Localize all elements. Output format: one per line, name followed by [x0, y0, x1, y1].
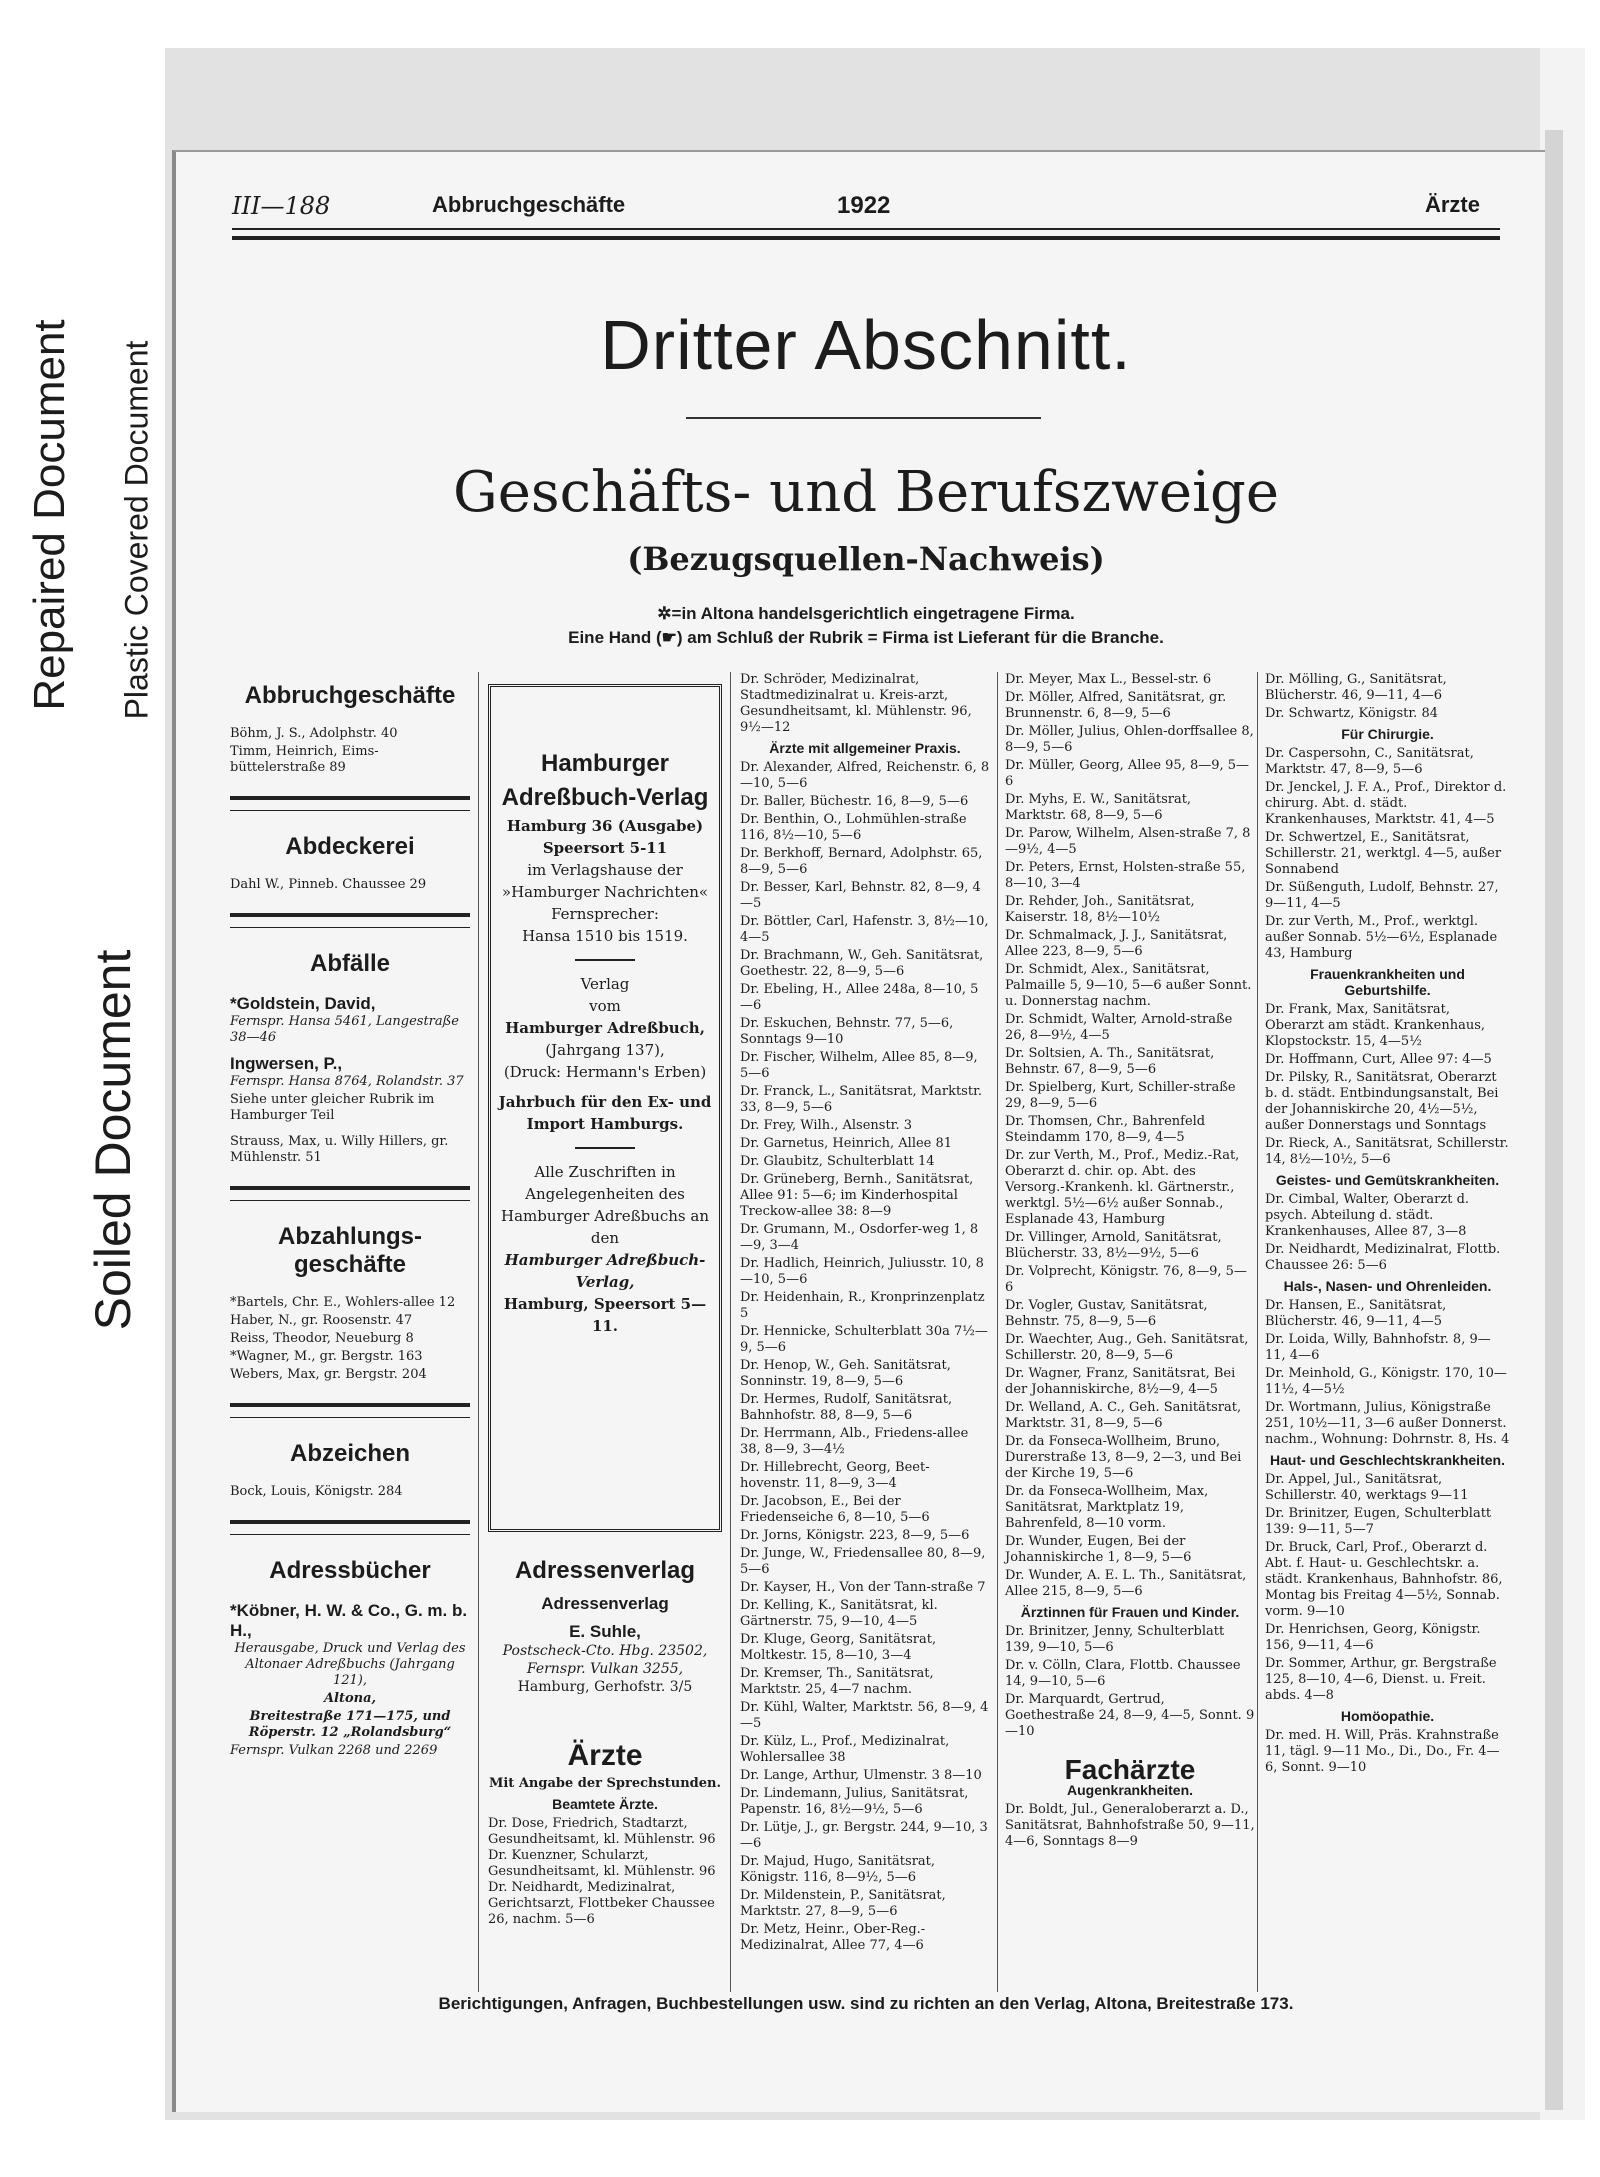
- separator: [230, 1520, 470, 1535]
- ad-hamburger-adressbuch: [488, 684, 722, 1532]
- subsubtitle: (Bezugsquellen-Nachweis): [627, 540, 1105, 578]
- entry: Webers, Max, gr. Bergstr. 204: [230, 1367, 427, 1382]
- entry: Dr. Garnetus, Heinrich, Allee 81: [740, 1136, 953, 1151]
- ad-line: im Verlagshause der: [527, 861, 683, 879]
- entry: Dr. da Fonseca-Wollheim, Bruno, Durerstraße 13, 8—9, 2—3, und Bei der Kirche 19, 5—6: [1005, 1434, 1242, 1481]
- entry: Haber, N., gr. Roosenstr. 47: [230, 1313, 413, 1328]
- entry: Herausgabe, Druck und Verlag des Altonaer Adreßbuchs (Jahrgang 121),: [234, 1641, 466, 1688]
- category-heading: Fachärzte: [1064, 1754, 1196, 1785]
- entry: Dr. Jenckel, J. F. A., Prof., Direktor d. chirurg. Abt. d. städt. Krankenhauses, Marktstr. 41, 4—5: [1265, 780, 1507, 827]
- entry: Breitestraße 171—175, und Röperstr. 12 „Rolandsburg“: [248, 1709, 452, 1740]
- soiled-document-tag: [78, 850, 148, 1430]
- ad-line: Speersort 5-11: [542, 839, 668, 857]
- entry: Dr. Wagner, Franz, Sanitätsrat, Bei der Johanniskirche, 8½—9, 4—5: [1005, 1366, 1236, 1397]
- entry: Dr. Frank, Max, Sanitätsrat, Oberarzt am städt. Krankenhaus, Klopstockstr. 15, 4—5½: [1265, 1002, 1486, 1049]
- ad-adressenverlag: [488, 1556, 722, 1696]
- ad-line: Hamburger Adreßbuch-Verlag,: [504, 1251, 706, 1291]
- entry: Dr. Böttler, Carl, Hafenstr. 3, 8½—10, 4—5: [740, 914, 989, 945]
- separator: [230, 796, 470, 811]
- entry: Dr. Boldt, Jul., Generaloberarzt a. D., Sanitätsrat, Bahnhofstraße 50, 9—11, 4—6, Sonntags 8—9: [1005, 1802, 1255, 1849]
- entry: Dr. Wortmann, Julius, Königstraße 251, 10½—11, 3—6 außer Donnerst. nachm., Wohnung: Dohrnstr. 8, Hs. 4: [1265, 1400, 1510, 1447]
- entry: Dr. Müller, Georg, Allee 95, 8—9, 5—6: [1005, 758, 1250, 789]
- separator: [230, 913, 470, 928]
- entry: Dr. Franck, L., Sanitätsrat, Marktstr. 33, 8—9, 5—6: [740, 1084, 982, 1115]
- subheading: Homöopathie.: [1340, 1708, 1435, 1724]
- entry: Fernspr. Hansa 8764, Rolandstr. 37: [230, 1074, 464, 1089]
- ad-line: Hamburg, Speersort 5—11.: [503, 1295, 707, 1335]
- entry: Dr. Kelling, K., Sanitätsrat, kl. Gärtnerstr. 75, 9—10, 4—5: [740, 1598, 938, 1629]
- ad-line: Adressenverlag: [541, 1594, 669, 1613]
- entry-bold: *Köbner, H. W. & Co., G. m. b. H.,: [230, 1601, 468, 1640]
- entry: Dr. med. H. Will, Präs. Krahnstraße 11, tägl. 9—11 Mo., Di., Do., Fr. 4—6, Sonnt. 9—10: [1265, 1728, 1500, 1775]
- entry: Dr. Henrichsen, Georg, Königstr. 156, 9—11, 4—6: [1265, 1622, 1481, 1653]
- header-rule-thick: [232, 236, 1500, 240]
- entry: Dr. Wunder, Eugen, Bei der Johanniskirche 1, 8—9, 5—6: [1005, 1534, 1192, 1565]
- ad-rule: [575, 1147, 635, 1149]
- category-heading: Adressbücher: [269, 1557, 431, 1584]
- entry: Dr. Herrmann, Alb., Friedens-allee 38, 8—9, 3—4½: [740, 1426, 969, 1457]
- subheading: Ärztinnen für Frauen und Kinder.: [1020, 1604, 1240, 1620]
- ad-line: Verlag: [580, 975, 630, 993]
- header-rule: [232, 228, 1500, 230]
- subheading: Haut- und Geschlechtskrankheiten.: [1270, 1452, 1505, 1468]
- entry: Dr. Benthin, O., Lohmühlen-straße 116, 8½—10, 5—6: [740, 812, 967, 843]
- entry: Dr. Kluge, Georg, Sanitätsrat, Moltkestr. 15, 8—10, 3—4: [740, 1632, 937, 1663]
- entry: Dr. Welland, A. C., Geh. Sanitätsrat, Marktstr. 31, 8—9, 5—6: [1005, 1400, 1242, 1431]
- entry: Altona,: [323, 1691, 377, 1706]
- entry: Dr. Berkhoff, Bernard, Adolphstr. 65, 8—9, 5—6: [740, 846, 983, 877]
- entry: Dr. Waechter, Aug., Geh. Sanitätsrat, Schillerstr. 20, 8—9, 5—6: [1005, 1332, 1249, 1363]
- entry: Dr. Hermes, Rudolf, Sanitätsrat, Bahnhofstr. 88, 8—9, 5—6: [740, 1392, 953, 1423]
- category-heading: Abdeckerei: [285, 833, 415, 860]
- entry: Dr. Kayser, H., Von der Tann-straße 7: [740, 1580, 986, 1595]
- footer: Berichtigungen, Anfragen, Buchbestellungen usw. sind zu richten an den Verlag, Altona, Breitestraße 173.: [438, 1994, 1294, 2013]
- entry: Dr. Volprecht, Königstr. 76, 8—9, 5—6: [1005, 1264, 1247, 1295]
- page-edge: [1545, 130, 1563, 2110]
- entry: Strauss, Max, u. Willy Hillers, gr. Mühlenstr. 51: [230, 1134, 449, 1165]
- entry: Dr. Thomsen, Chr., Bahrenfeld Steindamm 170, 8—9, 4—5: [1005, 1114, 1206, 1145]
- ad-line: Hamburger Adreßbuch,: [505, 1019, 705, 1037]
- entry: Dr. Kühl, Walter, Marktstr. 56, 8—9, 4—5: [740, 1700, 989, 1731]
- ad-line: vom: [589, 997, 621, 1015]
- column-divider: [730, 672, 731, 1992]
- entry: Dr. Myhs, E. W., Sanitätsrat, Marktstr. 68, 8—9, 5—6: [1005, 792, 1192, 823]
- entry: Dr. Schwertzel, E., Sanitätsrat, Schillerstr. 21, werktgl. 4—5, außer Sonnabend: [1265, 830, 1502, 877]
- entry: Dr. zur Verth, M., Prof., Mediz.-Rat, Oberarzt d. chir. op. Abt. des Versorg.-Krankenh. kl. Gärtnerstr., werktgl. 5½—6½ außer Sonnab., Esplanade 43, Hamburg: [1005, 1148, 1240, 1227]
- column-divider: [997, 672, 998, 1992]
- header-section: Abbruchgeschäfte: [432, 192, 626, 217]
- entry: Dr. Neidhardt, Medizinalrat, Flottb. Chaussee 26: 5—6: [1265, 1242, 1501, 1273]
- ad-line: Postscheck-Cto. Hbg. 23502, Fernspr. Vulkan 3255,: [502, 1643, 708, 1677]
- entry: Dr. Heidenhain, R., Kronprinzenplatz 5: [740, 1290, 985, 1321]
- soiled-label: Soiled Document: [85, 949, 141, 1331]
- entry: Dr. Eskuchen, Behnstr. 77, 5—6, Sonntags 9—10: [740, 1016, 954, 1047]
- entry: Dr. Rehder, Joh., Sanitätsrat, Kaiserstr. 18, 8½—10½: [1005, 894, 1195, 925]
- entry: Dr. Kuenzner, Schularzt, Gesundheitsamt, kl. Mühlenstr. 96: [488, 1848, 716, 1879]
- running-header: [232, 192, 1500, 226]
- column-divider: [1257, 672, 1258, 1992]
- entry: Dr. da Fonseca-Wollheim, Max, Sanitätsrat, Marktplatz 19, Bahrenfeld, 8—10 vorm.: [1005, 1484, 1209, 1531]
- subheading: Für Chirurgie.: [1341, 726, 1434, 742]
- entry: Dr. Hoffmann, Curt, Allee 97: 4—5: [1265, 1052, 1492, 1067]
- entry: Dr. Schmidt, Alex., Sanitätsrat, Palmaille 5, 9—10, 5—6 außer Sonnt. u. Donnerstag nachm.: [1005, 962, 1252, 1009]
- entry: Dahl W., Pinneb. Chaussee 29: [230, 877, 427, 892]
- entry: Dr. Mölling, G., Sanitätsrat, Blücherstr. 46, 9—11, 4—6: [1265, 672, 1447, 703]
- entry: Dr. Kremser, Th., Sanitätsrat, Marktstr. 25, 4—7 nachm.: [740, 1666, 934, 1697]
- entry: Dr. Jacobson, E., Bei der Friedenseiche 6, 8—10, 5—6: [740, 1494, 930, 1525]
- ad-line: (Jahrgang 137),: [545, 1041, 665, 1059]
- entry: Dr. Peters, Ernst, Holsten-straße 55, 8—10, 3—4: [1005, 860, 1246, 891]
- ad-line: »Hamburger Nachrichten«: [501, 883, 709, 901]
- repaired-label: Repaired Document: [25, 319, 74, 711]
- entry: Dr. Lütje, J., gr. Bergstr. 244, 9—10, 3—6: [740, 1820, 988, 1851]
- subheading: Geistes- und Gemütskrankheiten.: [1275, 1172, 1500, 1188]
- column-3: [740, 672, 990, 1956]
- entry: Siehe unter gleicher Rubrik im Hamburger Teil: [230, 1092, 435, 1123]
- entry: Dr. Alexander, Alfred, Reichenstr. 6, 8—10, 5—6: [740, 760, 990, 791]
- separator: [230, 1186, 470, 1201]
- ad-line: Hansa 1510 bis 1519.: [522, 927, 688, 945]
- subheading: Beamtete Ärzte.: [552, 1796, 658, 1812]
- entry: Reiss, Theodor, Neueburg 8: [230, 1331, 414, 1346]
- note-altona: ✲=in Altona handelsgerichtlich eingetragene Firma.: [657, 604, 1075, 623]
- header-year: 1922: [837, 192, 891, 219]
- subheading: Augenkrankheiten.: [1066, 1782, 1194, 1798]
- entry: Fernspr. Hansa 5461, Langestraße 38—46: [230, 1014, 460, 1045]
- entry: Böhm, J. S., Adolphstr. 40: [230, 726, 398, 741]
- entry: *Bartels, Chr. E., Wohlers-allee 12: [230, 1295, 456, 1310]
- column-1: [230, 672, 470, 1761]
- entry: Dr. Cimbal, Walter, Oberarzt d. psych. Abteilung d. städt. Krankenhauses, Allee 87, 3—8: [1265, 1192, 1470, 1239]
- category-heading: Abfälle: [309, 950, 390, 977]
- entry: Dr. Bruck, Carl, Prof., Oberarzt d. Abt. f. Haut- u. Geschlechtskr. a. städt. Krankenhaus, Bahnhofstr. 86, Montag bis Freitag 4—5½, Sonnab. vorm. 9—10: [1265, 1540, 1503, 1619]
- entry: Dr. Junge, W., Friedensallee 80, 8—9, 5—6: [740, 1546, 986, 1577]
- entry: Dr. Rieck, A., Sanitätsrat, Schillerstr. 14, 8½—10½, 5—6: [1265, 1136, 1509, 1167]
- entry: Dr. Dose, Friedrich, Stadtarzt, Gesundheitsamt, kl. Mühlenstr. 96: [488, 1816, 716, 1847]
- entry: Dr. Ebeling, H., Allee 248a, 8—10, 5—6: [740, 982, 979, 1013]
- ad-line: (Druck: Hermann's Erben): [503, 1063, 707, 1081]
- ad-line: E. Suhle,: [569, 1622, 641, 1641]
- entry: Dr. Meyer, Max L., Bessel-str. 6: [1005, 672, 1212, 687]
- entry-bold: Ingwersen, P.,: [230, 1054, 343, 1073]
- entry: Dr. Hennicke, Schulterblatt 30a 7½—9, 5—6: [740, 1324, 988, 1355]
- entry: Dr. Parow, Wilhelm, Alsen-straße 7, 8—9½, 4—5: [1005, 826, 1251, 857]
- entry: Dr. Süßenguth, Ludolf, Behnstr. 27, 9—11, 4—5: [1265, 880, 1499, 911]
- column-5: [1265, 672, 1510, 1778]
- entry: Dr. Caspersohn, C., Sanitätsrat, Marktstr. 47, 8—9, 5—6: [1265, 746, 1474, 777]
- category-heading: Abbruchgeschäfte: [244, 682, 456, 709]
- category-heading: Abzahlungs-geschäfte: [278, 1223, 422, 1278]
- entry: Dr. v. Cölln, Clara, Flottb. Chaussee 14, 9—10, 5—6: [1005, 1658, 1241, 1689]
- title-divider: [686, 417, 1041, 419]
- entry: Dr. Wunder, A. E. L. Th., Sanitätsrat, Allee 215, 8—9, 5—6: [1005, 1568, 1247, 1599]
- subtitle: Geschäfts- und Berufszweige: [453, 460, 1279, 525]
- ad-line: Alle Zuschriften in Angelegenheiten des Hamburger Adreßbuchs an den: [501, 1163, 709, 1247]
- entry: Dr. Marquardt, Gertrud, Goethestraße 24, 8—9, 4—5, Sonnt. 9—10: [1005, 1692, 1255, 1739]
- aerzte-section: [488, 1736, 722, 1928]
- entry: Dr. Metz, Heinr., Ober-Reg.-Medizinalrat, Allee 77, 4—6: [740, 1922, 926, 1953]
- entry: Fernspr. Vulkan 2268 und 2269: [230, 1743, 438, 1758]
- entry: Dr. Neidhardt, Medizinalrat, Gerichtsarzt, Flottbeker Chaussee 26, nachm. 5—6: [488, 1880, 715, 1927]
- ad-rule: [575, 959, 635, 961]
- entry: Dr. Möller, Julius, Ohlen-dorffsallee 8, 8—9, 5—6: [1005, 724, 1254, 755]
- entry: Dr. Grüneberg, Bernh., Sanitätsrat, Allee 91: 5—6; im Kinderhospital Treckow-allee 38: 8—9: [740, 1172, 974, 1219]
- entry: Dr. Lindemann, Julius, Sanitätsrat, Papenstr. 16, 8½—9½, 5—6: [740, 1786, 969, 1817]
- entry: Dr. Schröder, Medizinalrat, Stadtmedizinalrat u. Kreis-arzt, Gesundheitsamt, kl. Mühlenstr. 96, 9½—12: [740, 672, 972, 735]
- entry: Dr. Lange, Arthur, Ulmenstr. 3 8—10: [740, 1768, 982, 1783]
- entry: Bock, Louis, Königstr. 284: [230, 1484, 403, 1499]
- entry: Dr. Spielberg, Kurt, Schiller-straße 29, 8—9, 5—6: [1005, 1080, 1236, 1111]
- entry: Dr. Schmidt, Walter, Arnold-straße 26, 8—9½, 4—5: [1005, 1012, 1233, 1043]
- entry: Dr. Jorns, Königstr. 223, 8—9, 5—6: [740, 1528, 970, 1543]
- entry: Dr. Grumann, M., Osdorfer-weg 1, 8—9, 3—4: [740, 1222, 979, 1253]
- entry: Dr. Hadlich, Heinrich, Juliusstr. 10, 8—10, 5—6: [740, 1256, 984, 1287]
- subheading: Frauenkrankheiten und Geburtshilfe.: [1310, 966, 1465, 998]
- entry: Dr. Baller, Büchestr. 16, 8—9, 5—6: [740, 794, 969, 809]
- category-heading: Adressenverlag: [514, 1557, 696, 1584]
- entry-bold: *Goldstein, David,: [230, 994, 376, 1013]
- entry: Dr. Schwartz, Königstr. 84: [1265, 706, 1438, 721]
- ad-line: Jahrbuch für den Ex- und Import Hamburgs.: [498, 1093, 712, 1133]
- entry: Dr. Möller, Alfred, Sanitätsrat, gr. Brunnenstr. 6, 8—9, 5—6: [1005, 690, 1227, 721]
- entry: Dr. Appel, Jul., Sanitätsrat, Schillerstr. 40, werktags 9—11: [1265, 1472, 1469, 1503]
- main-title: Dritter Abschnitt.: [600, 306, 1132, 384]
- entry: Dr. Besser, Karl, Behnstr. 82, 8—9, 4—5: [740, 880, 981, 911]
- entry: Dr. Soltsien, A. Th., Sanitätsrat, Behnstr. 67, 8—9, 5—6: [1005, 1046, 1215, 1077]
- plastic-covered-tag: [112, 250, 162, 810]
- entry: Dr. Meinhold, G., Königstr. 170, 10—11½, 4—5½: [1265, 1366, 1507, 1397]
- ad-line: Adreßbuch-Verlag: [501, 784, 709, 811]
- header-right: Ärzte: [1424, 192, 1480, 217]
- plastic-label: Plastic Covered Document: [118, 340, 155, 720]
- ad-line: Fernsprecher:: [551, 905, 659, 923]
- column-4: [1005, 672, 1255, 1852]
- entry: Dr. Fischer, Wilhelm, Allee 85, 8—9, 5—6: [740, 1050, 978, 1081]
- ad-line: Hamburg 36 (Ausgabe): [506, 817, 704, 835]
- entry: *Wagner, M., gr. Bergstr. 163: [230, 1349, 423, 1364]
- entry: Dr. Henop, W., Geh. Sanitätsrat, Sonninstr. 19, 8—9, 5—6: [740, 1358, 951, 1389]
- repaired-document-tag: [20, 230, 80, 800]
- entry: Dr. Pilsky, R., Sanitätsrat, Oberarzt b. d. städt. Entbindungsanstalt, Bei der Johanniskirche 20, 4½—5½, außer Donnerstags und Sonntags: [1265, 1070, 1499, 1133]
- entry: Dr. Brinitzer, Jenny, Schulterblatt 139, 9—10, 5—6: [1005, 1624, 1225, 1655]
- entry: Dr. Glaubitz, Schulterblatt 14: [740, 1154, 935, 1169]
- ad-line: Hamburg, Gerhofstr. 3/5: [517, 1679, 693, 1695]
- page-number: III—188: [232, 192, 331, 220]
- separator: [230, 1403, 470, 1418]
- entry: Dr. Villinger, Arnold, Sanitätsrat, Blücherstr. 33, 8½—9½, 5—6: [1005, 1230, 1222, 1261]
- entry: Dr. Vogler, Gustav, Sanitätsrat, Behnstr. 75, 8—9, 5—6: [1005, 1298, 1208, 1329]
- column-divider: [478, 672, 479, 1992]
- entry: Dr. Hillebrecht, Georg, Beet-hovenstr. 11, 8—9, 3—4: [740, 1460, 930, 1491]
- entry: Dr. zur Verth, M., Prof., werktgl. außer Sonnab. 5½—6½, Esplanade 43, Hamburg: [1265, 914, 1498, 961]
- entry: Dr. Sommer, Arthur, gr. Bergstraße 125, 8—10, 4—6, Dienst. u. Freit. abds. 4—8: [1265, 1656, 1497, 1703]
- subheading: Ärzte mit allgemeiner Praxis.: [769, 740, 961, 756]
- entry: Dr. Hansen, E., Sanitätsrat, Blücherstr. 46, 9—11, 4—5: [1265, 1298, 1447, 1329]
- category-heading: Ärzte: [567, 1739, 643, 1772]
- subheading: Mit Angabe der Sprechstunden.: [488, 1776, 722, 1791]
- entry: Dr. Frey, Wilh., Alsenstr. 3: [740, 1118, 913, 1133]
- entry: Dr. Mildenstein, P., Sanitätsrat, Marktstr. 27, 8—9, 5—6: [740, 1888, 946, 1919]
- subheading: Hals-, Nasen- und Ohrenleiden.: [1283, 1278, 1492, 1294]
- category-heading: Abzeichen: [289, 1440, 411, 1467]
- entry: Dr. Brachmann, W., Geh. Sanitätsrat, Goethestr. 22, 8—9, 5—6: [740, 948, 984, 979]
- entry: Dr. Brinitzer, Eugen, Schulterblatt 139: 9—11, 5—7: [1265, 1506, 1492, 1537]
- note-hand: Eine Hand (☛) am Schluß der Rubrik = Firma ist Lieferant für die Branche.: [568, 628, 1164, 647]
- entry: Dr. Külz, L., Prof., Medizinalrat, Wohlersallee 38: [740, 1734, 950, 1765]
- entry: Dr. Majud, Hugo, Sanitätsrat, Königstr. 116, 8—9½, 5—6: [740, 1854, 936, 1885]
- ad-line: Hamburger: [540, 750, 670, 777]
- entry: Dr. Loida, Willy, Bahnhofstr. 8, 9—11, 4—6: [1265, 1332, 1491, 1363]
- entry: Timm, Heinrich, Eims-büttelerstraße 89: [230, 744, 379, 775]
- entry: Dr. Schmalmack, J. J., Sanitätsrat, Allee 223, 8—9, 5—6: [1005, 928, 1228, 959]
